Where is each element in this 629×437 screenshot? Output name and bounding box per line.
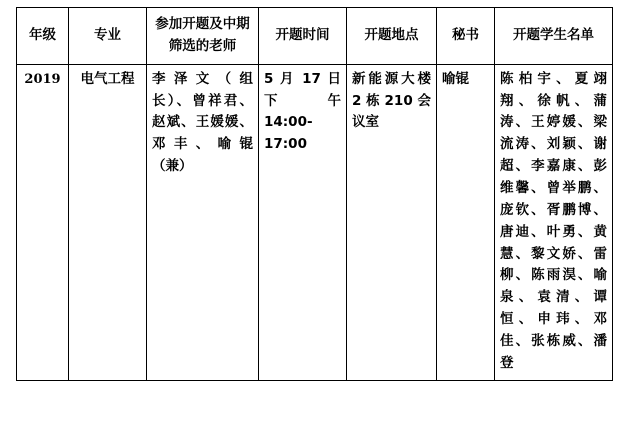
column-header-students: 开题学生名单 — [495, 8, 613, 65]
column-header-place: 开题地点 — [347, 8, 437, 65]
column-header-major: 专业 — [69, 8, 147, 65]
table-header-row — [17, 8, 613, 65]
column-header-grade: 年级 — [17, 8, 69, 65]
cell-secretary: 喻锟 — [437, 64, 495, 380]
document-page — [0, 7, 629, 437]
column-header-teacher: 参加开题及中期筛选的老师 — [147, 8, 259, 65]
cell-major: 电气工程 — [69, 64, 147, 380]
cell-students: 陈柏宇、夏翊翔、徐帆、蒲涛、王婷媛、梁流涛、刘颖、谢超、李嘉康、彭维馨、曾举鹏、庞钦、胥鹏博、唐迪、叶勇、黄慧、黎文娇、雷柳、陈雨淏、喻泉、袁清、谭恒、申玮、邓佳、张栋威、潘登 — [495, 64, 613, 380]
column-header-secretary: 秘书 — [437, 8, 495, 65]
thesis-proposal-table — [16, 7, 613, 381]
cell-teacher: 李泽文（组长）、曾祥君、赵斌、王媛媛、邓丰、喻锟（兼） — [147, 64, 259, 380]
table-row — [17, 64, 613, 380]
cell-grade: 2019 — [17, 64, 69, 380]
cell-place: 新能源大楼 2 栋 210 会议室 — [347, 64, 437, 380]
cell-time: 5 月 17 日下午 14:00-17:00 — [259, 64, 347, 380]
column-header-time: 开题时间 — [259, 8, 347, 65]
